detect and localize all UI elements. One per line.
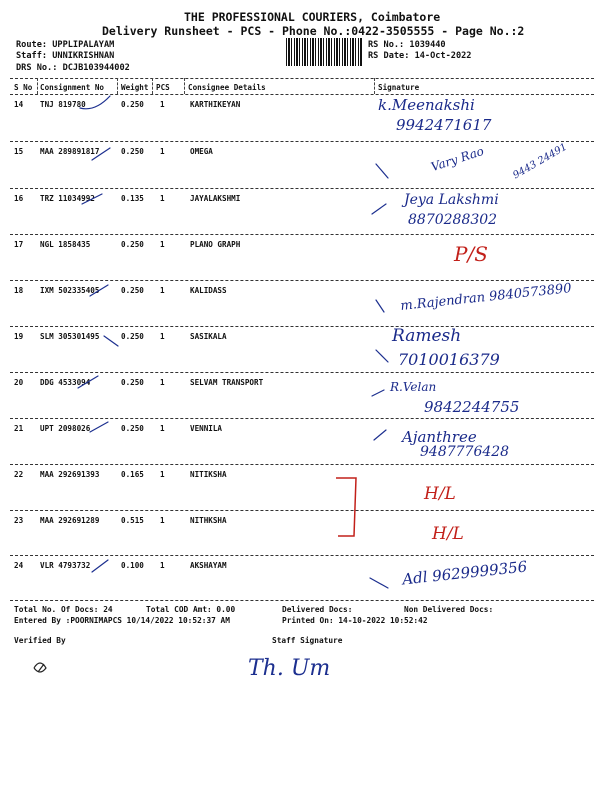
row-weight: 0.250	[121, 147, 144, 156]
signature-row23: H/L	[432, 524, 464, 544]
row-weight: 0.100	[121, 561, 144, 570]
row-consignee: AKSHAYAM	[190, 561, 227, 570]
row-sno: 18	[14, 286, 24, 295]
signature-row24: Adl 9629999356	[401, 557, 529, 589]
check-mark	[376, 164, 388, 178]
drs-number: DRS No.: DCJB103944002	[16, 63, 130, 73]
row-consignment: MAA 292691393	[40, 470, 100, 479]
row-sno: 24	[14, 561, 24, 570]
row-consignment: VLR 4793732	[40, 561, 91, 570]
row-pcs: 1	[160, 470, 165, 479]
col-pcs: PCS	[156, 83, 170, 92]
tick-mark	[90, 285, 108, 296]
check-mark	[372, 204, 386, 214]
verified-initial-mark	[34, 663, 46, 672]
row-weight: 0.250	[121, 100, 144, 109]
row-consignee: KARTHIKEYAN	[190, 100, 241, 109]
tick-mark	[92, 560, 108, 572]
signature-row15-name: Vary Rao	[429, 143, 486, 175]
row-pcs: 1	[160, 516, 165, 525]
col-consignee: Consignee Details	[188, 83, 266, 92]
row-pcs: 1	[160, 286, 165, 295]
row-sno: 15	[14, 147, 24, 156]
row-consignee: SASIKALA	[190, 332, 227, 341]
row-consignment: UPT 2098026	[40, 424, 91, 433]
row-weight: 0.250	[121, 378, 144, 387]
tick-mark	[92, 148, 110, 160]
row-weight: 0.250	[121, 286, 144, 295]
row-sno: 21	[14, 424, 24, 433]
row-consignee: PLANO GRAPH	[190, 240, 241, 249]
rs-date: RS Date: 14-Oct-2022	[368, 51, 472, 61]
row-consignment: MAA 292691289	[40, 516, 100, 525]
row-sno: 17	[14, 240, 24, 249]
tick-mark	[78, 376, 98, 388]
row-pcs: 1	[160, 147, 165, 156]
row-pcs: 1	[160, 240, 165, 249]
row-consignee: NITHKSHA	[190, 516, 227, 525]
total-docs: Total No. Of Docs: 24	[14, 605, 113, 614]
total-cod: Total COD Amt: 0.00	[146, 605, 236, 614]
signature-row19-phone: 7010016379	[398, 350, 500, 369]
row-sno: 14	[14, 100, 24, 109]
signature-row14-phone: 9942471617	[396, 116, 492, 134]
col-sno: S No	[14, 83, 33, 92]
col-weight: Weight	[121, 83, 149, 92]
row-consignee: JAYALAKSHMI	[190, 194, 241, 203]
row-consignment: DDG 4533094	[40, 378, 91, 387]
row-sno: 22	[14, 470, 24, 479]
row-sno: 23	[14, 516, 24, 525]
check-mark	[372, 390, 384, 396]
company-title: THE PROFESSIONAL COURIERS, Coimbatore	[184, 10, 441, 24]
delivered-docs: Delivered Docs:	[282, 605, 353, 614]
row-pcs: 1	[160, 378, 165, 387]
row-weight: 0.250	[121, 240, 144, 249]
tick-mark	[104, 336, 118, 346]
tick-mark	[82, 194, 102, 204]
staff-label: Staff: UNNIKRISHNAN	[16, 51, 115, 61]
check-mark	[370, 578, 388, 588]
check-mark	[376, 350, 388, 362]
row-consignment: MAA 289891817	[40, 147, 100, 156]
row-consignee: SELVAM TRANSPORT	[190, 378, 264, 387]
row-pcs: 1	[160, 100, 165, 109]
signature-row21-name: Ajanthree	[402, 428, 477, 446]
printed-on: Printed On: 14-10-2022 10:52:42	[282, 616, 428, 625]
signature-row21-phone: 9487776428	[420, 444, 510, 460]
signature-row19-name: Ramesh	[392, 326, 462, 346]
row-weight: 0.250	[121, 424, 144, 433]
row-weight: 0.515	[121, 516, 144, 525]
row-consignment: TNJ 819780	[40, 100, 86, 109]
entered-by: Entered By :POORNIMAPCS 10/14/2022 10:52:37 AM	[14, 616, 230, 625]
signature-row16-name: Jeya Lakshmi	[404, 192, 499, 208]
row-consignment: NGL 1858435	[40, 240, 91, 249]
row-consignment: SLM 305301495	[40, 332, 100, 341]
rs-number: RS No.: 1039440	[368, 40, 446, 50]
row-pcs: 1	[160, 561, 165, 570]
row-sno: 16	[14, 194, 24, 203]
check-mark	[374, 430, 386, 440]
runsheet-subtitle: Delivery Runsheet - PCS - Phone No.:0422-3505555 - Page No.:2	[102, 24, 525, 38]
red-bracket	[336, 478, 356, 536]
col-signature: Signature	[378, 83, 420, 92]
row-weight: 0.135	[121, 194, 144, 203]
row-pcs: 1	[160, 332, 165, 341]
signature-row15-phone: 9443 24491	[511, 141, 570, 182]
route-label: Route: UPPLIPALAYAM	[16, 40, 115, 50]
signature-row20-name: R.Velan	[390, 380, 437, 394]
check-mark	[376, 300, 384, 312]
signature-row16-phone: 8870288302	[408, 212, 498, 228]
row-pcs: 1	[160, 194, 165, 203]
row-consignee: NITIKSHA	[190, 470, 227, 479]
tick-mark	[90, 422, 108, 432]
row-consignee: KALIDASS	[190, 286, 227, 295]
row-sno: 20	[14, 378, 24, 387]
row-sno: 19	[14, 332, 24, 341]
col-consignment: Consignment No	[40, 83, 105, 92]
row-consignment: TRZ 11034992	[40, 194, 95, 203]
signature-row20-phone: 9842244755	[424, 398, 520, 416]
non-delivered-docs: Non Delivered Docs:	[404, 605, 494, 614]
tick-mark	[80, 96, 110, 109]
staff-signature-label: Staff Signature	[272, 636, 343, 645]
row-consignee: OMEGA	[190, 147, 213, 156]
signature-row14-name: k.Meenakshi	[378, 96, 475, 114]
signature-row17: P/S	[454, 242, 488, 266]
row-consignment: IXM 502335405	[40, 286, 100, 295]
signature-row18: m.Rajendran 9840573890	[399, 281, 573, 314]
signature-row22: H/L	[424, 484, 456, 504]
verified-by-label: Verified By	[14, 636, 66, 645]
row-weight: 0.250	[121, 332, 144, 341]
staff-signature: Th. Um	[248, 656, 331, 681]
row-pcs: 1	[160, 424, 165, 433]
row-weight: 0.165	[121, 470, 144, 479]
row-consignee: VENNILA	[190, 424, 223, 433]
